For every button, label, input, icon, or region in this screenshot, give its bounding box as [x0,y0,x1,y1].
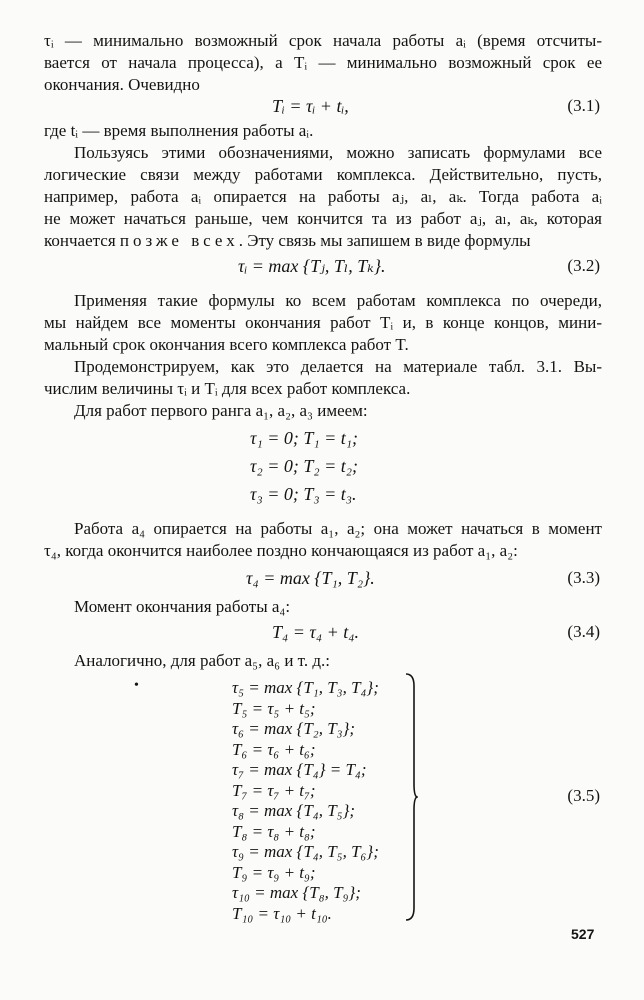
spaced-emphasis: позже всех [119,231,239,250]
paragraph-9-line-1: Аналогично, для работ a₅, a₆ и т. д.: [74,651,330,670]
paragraph-2-line-1: где tᵢ — время выполнения работы aᵢ. [44,121,314,140]
paragraph-5-line-2: числим величины τᵢ и Tᵢ для всех работ комплекса. [44,379,411,398]
system-equation: T₅ = τ₅ + t₅; [232,698,316,718]
system-equation: τ₁₀ = max {T₈, T₉}; [232,883,361,902]
system-equation: T₈ = τ₈ + t₈; [232,821,316,841]
system-equation: T₇ = τ₇ + t₇; [232,780,316,800]
equation-3-4-number: (3.4) [567,622,600,641]
paragraph-7-line-1: Работа a₄ опирается на работы a₁, a₂; она может начаться в момент [74,519,602,538]
paragraph-4-line-3: мальный срок окончания всего комплекса работ T. [44,335,409,354]
equation-3-2-number: (3.2) [567,256,600,275]
paragraph-7-line-2: τ₄, когда окончится наиболее поздно кончающаяся из работ a₁, a₂: [44,541,518,560]
paragraph-4-line-1: Применяя такие формулы ко всем работам комплекса по очереди, [74,291,602,310]
paragraph-3-line-5-end: . Эту связь мы запишем в виде формулы [238,231,531,250]
paragraph-4-line-2: мы найдем все моменты окончания работ Tᵢ и, в конце концов, мини- [44,313,602,332]
equation-3-3: τ₄ = max {T₁, T₂}. [246,568,375,588]
paragraph-3-line-3: например, работа aᵢ опирается на работы aⱼ, aₗ, aₖ. Тогда работа aᵢ [44,187,602,206]
page-number: 527 [571,926,595,942]
equation-3-5-number: (3.5) [567,786,600,805]
right-brace-icon [404,672,418,922]
rank1-equation: τ₃ = 0; T₃ = t₃. [250,484,357,504]
equation-3-2: τᵢ = max {Tⱼ, Tₗ, Tₖ}. [238,256,386,276]
rank1-equation: τ₁ = 0; T₁ = t₁; [250,428,359,448]
paragraph-1-line-1: τᵢ — минимально возможный срок начала работы aᵢ (время отсчиты- [44,31,602,50]
paragraph-3-line-4: не может начаться раньше, чем кончится та из работ aⱼ, aₗ, aₖ, которая [44,209,602,228]
system-equation: τ₇ = max {T₄} = T₄; [232,760,367,779]
equation-3-1-number: (3.1) [567,96,600,115]
paragraph-3-line-5 [44,230,602,252]
system-equation: T₆ = τ₆ + t₆; [232,739,316,759]
paragraph-3-line-2: логические связи между работами комплекса. Действительно, пусть, [44,165,602,184]
system-equation: τ₈ = max {T₄, T₅}; [232,801,356,820]
system-equation: τ₆ = max {T₂, T₃}; [232,719,356,738]
paragraph-1-line-2: вается от начала процесса), а Tᵢ — минимально возможный срок ее [44,53,602,72]
paragraph-5-line-1: Продемонстрируем, как это делается на материале табл. 3.1. Вы- [74,357,602,376]
stray-dot: • [134,678,139,693]
equation-3-1: Tᵢ = τᵢ + tᵢ, [272,96,349,116]
paragraph-3-line-5-start: кончается [44,231,120,250]
rank1-equation: τ₂ = 0; T₂ = t₂; [250,456,359,476]
paragraph-8-line-1: Момент окончания работы a₄: [74,597,291,616]
system-equation: τ₅ = max {T₁, T₃, T₄}; [232,678,379,697]
paragraph-3-line-1: Пользуясь этими обозначениями, можно записать формулами все [74,143,602,162]
system-equation: T₁₀ = τ₁₀ + t₁₀. [232,903,332,923]
equation-3-4: T₄ = τ₄ + t₄. [272,622,360,642]
equation-3-3-number: (3.3) [567,568,600,587]
paragraph-1-line-3: окончания. Очевидно [44,75,200,94]
system-equation: T₉ = τ₉ + t₉; [232,862,316,882]
system-equation: τ₉ = max {T₄, T₅, T₆}; [232,842,379,861]
paragraph-6-line-1: Для работ первого ранга a₁, a₂, a₃ имеем: [74,401,368,420]
